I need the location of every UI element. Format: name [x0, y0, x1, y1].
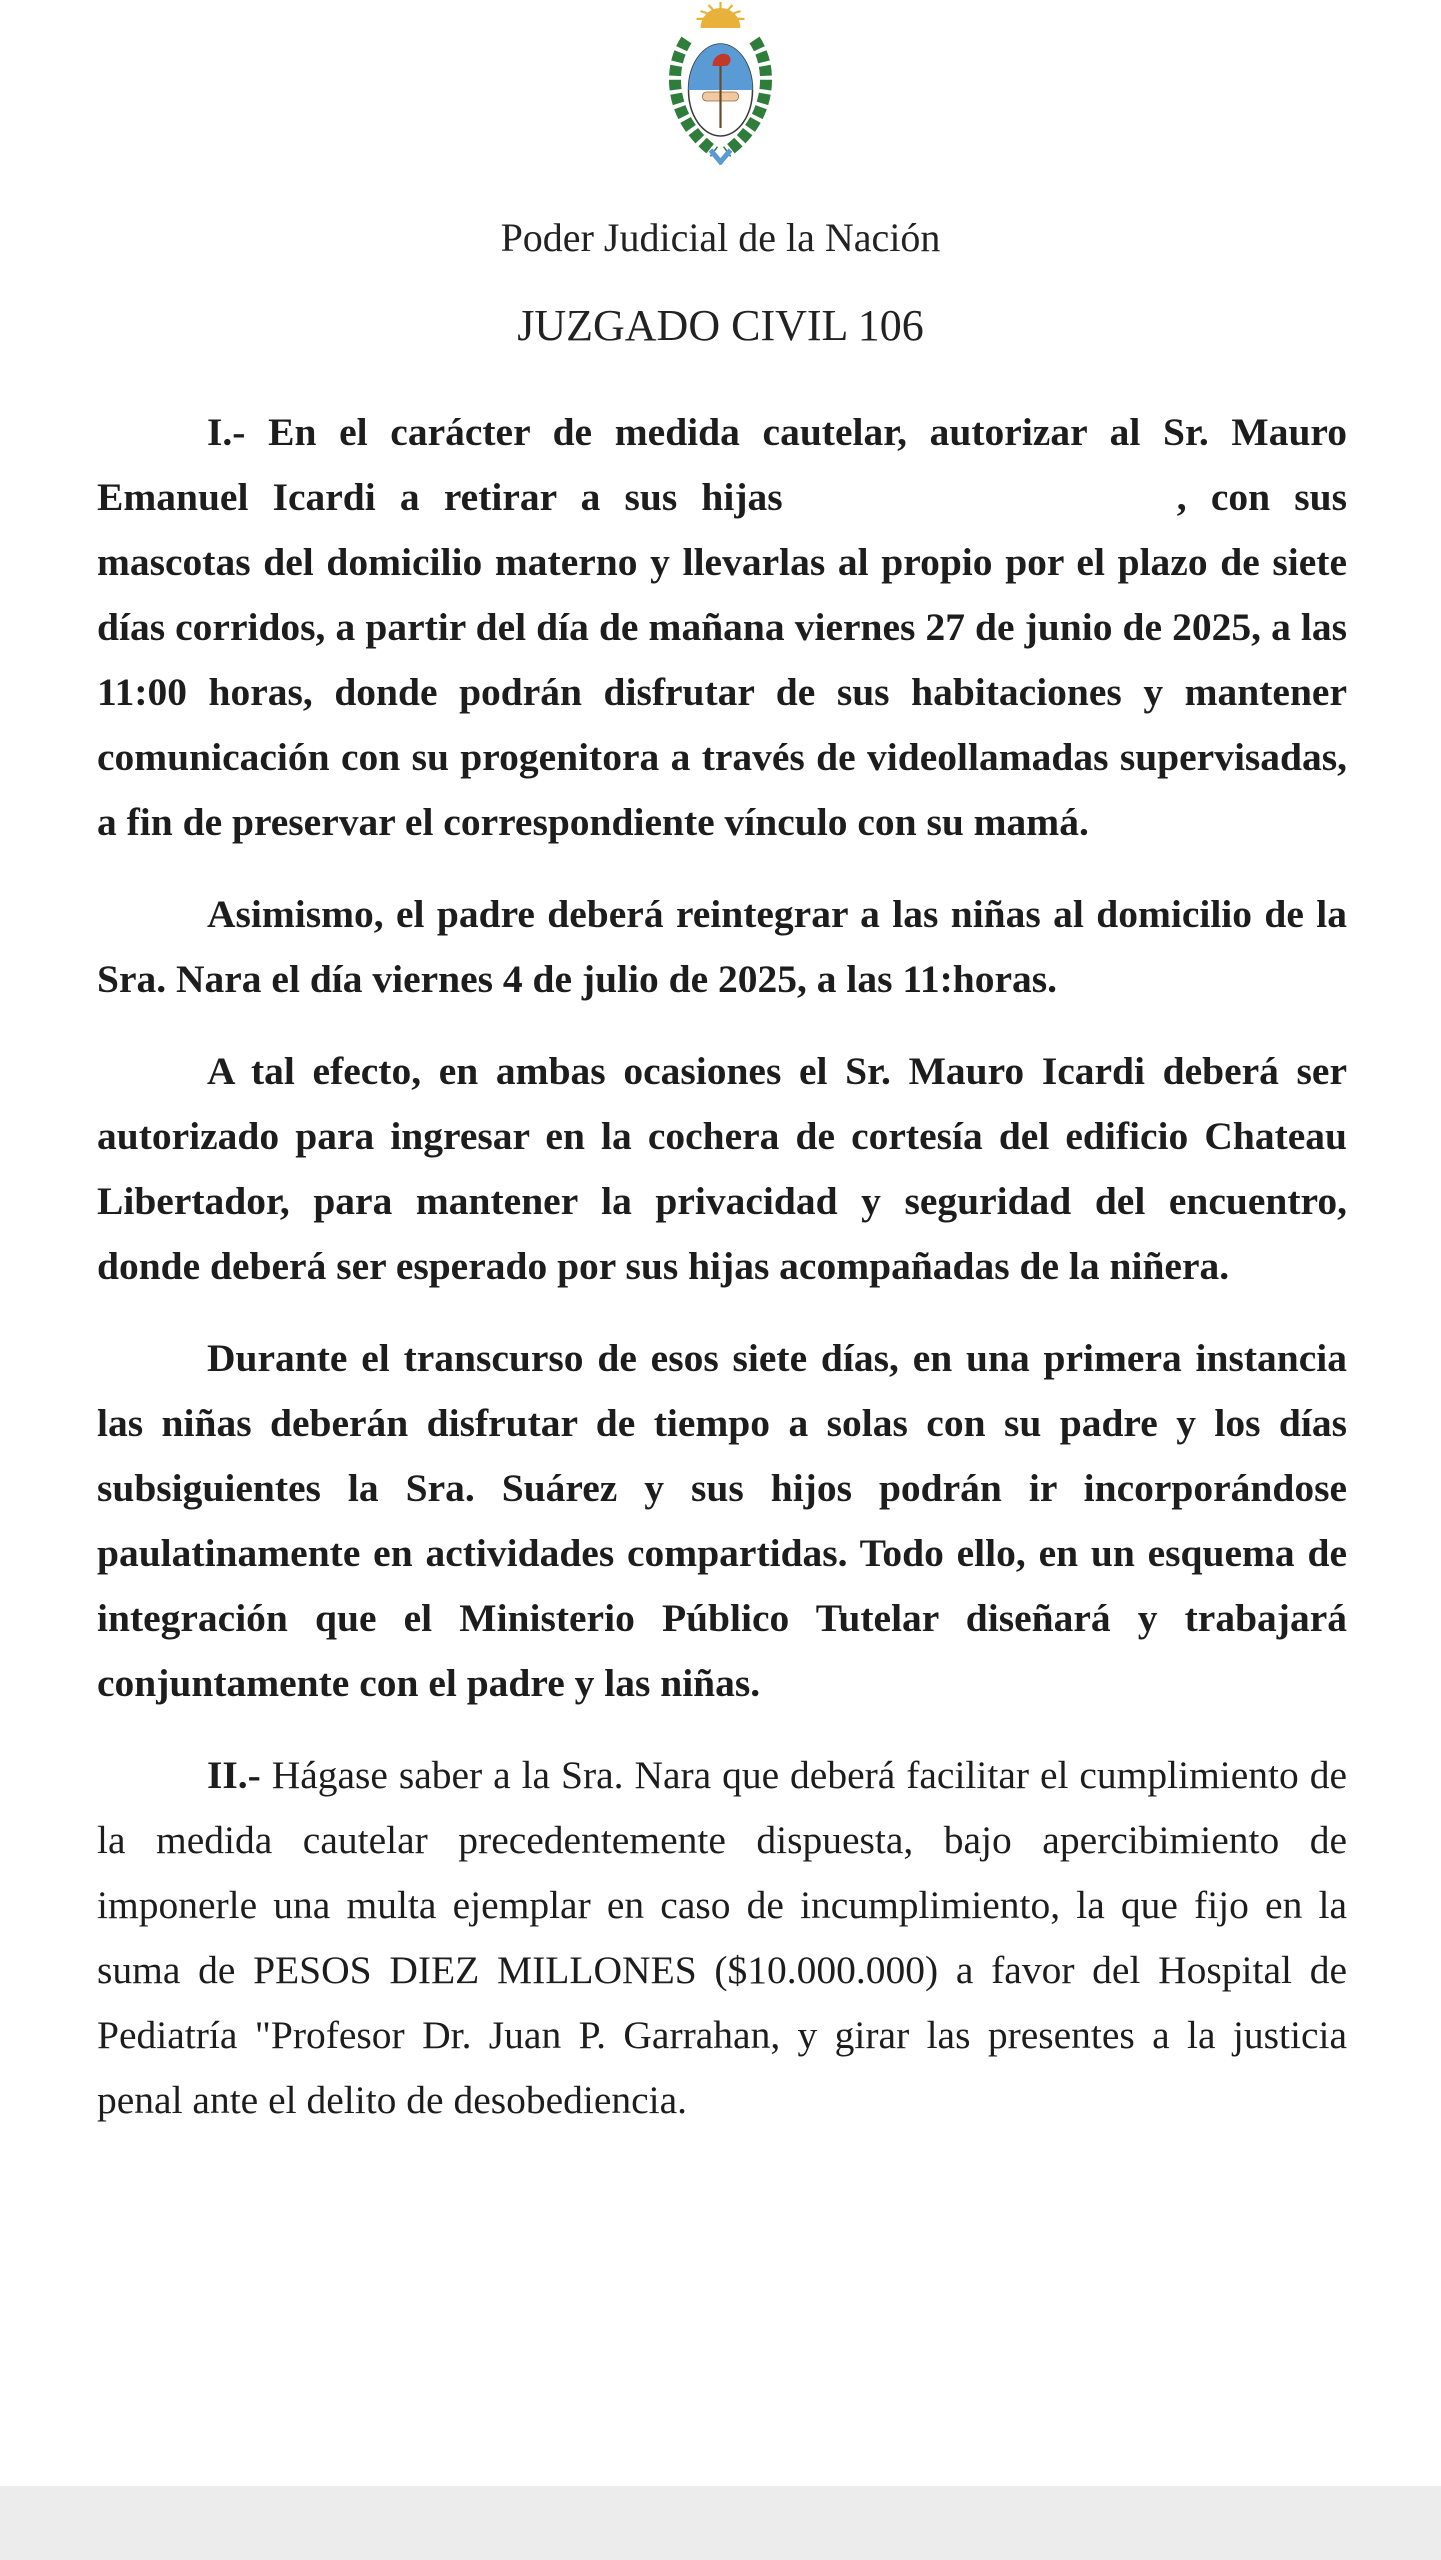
- court-unit: JUZGADO CIVIL 106: [517, 301, 924, 350]
- paragraph-3: A tal efecto, en ambas ocasiones el Sr. Mauro Icardi deberá ser autorizado para ingresar en la cochera de cortesía del edificio Chateau Libertador, para mantener la privacidad y seguridad del encuentro, donde deberá ser esperado por sus hijas acompañadas de la niñera.: [97, 1049, 1347, 1288]
- paragraph-5-text: Hágase saber a la Sra. Nara que deberá facilitar el cumplimiento de la medida cautelar precedentemente dispuesta, bajo apercibimiento de imponerle una multa ejemplar en caso de incumplimiento, la que fijo en la suma de PESOS DIEZ MILLONES ($10.000.000) a favor del Hospital de Pediatría "Profesor Dr. Juan P. Garrahan, y girar las presentes a la justicia penal ante el delito de desobediencia.: [97, 1753, 1347, 2122]
- argentina-coat-of-arms-icon: [660, 0, 781, 165]
- paragraph-5-label: II.-: [207, 1753, 261, 1797]
- redacted-names: [807, 483, 1177, 519]
- bottom-margin: [0, 2486, 1441, 2560]
- paragraph-2: Asimismo, el padre deberá reintegrar a las niñas al domicilio de la Sra. Nara el día viernes 4 de julio de 2025, a las 11:horas.: [97, 892, 1347, 1001]
- paragraph-4: Durante el transcurso de esos siete días, en una primera instancia las niñas deberán disfrutar de tiempo a solas con su padre y los días subsiguientes la Sra. Suárez y sus hijos podrán ir incorporándose paulatinamente en actividades compartidas. Todo ello, en un esquema de integración que el Ministerio Público Tutelar diseñará y trabajará conjuntamente con el padre y las niñas.: [97, 1336, 1347, 1705]
- court-name: Poder Judicial de la Nación: [500, 215, 941, 260]
- paragraph-1-text-after: , con sus mascotas del domicilio materno y llevarlas al propio por el plazo de siete días corridos, a partir del día de mañana viernes 27 de junio de 2025, a las 11:00 horas, donde podrán disfrutar de sus habitaciones y mantener comunicación con su progenitora a través de videollamadas supervisadas, a fin de preservar el correspondiente vínculo con su mamá.: [97, 475, 1347, 844]
- paragraph-5: [97, 1743, 1347, 2133]
- paragraph-1: [97, 400, 1347, 855]
- paragraph-1-text-before: En el carácter de medida cautelar, autorizar al Sr. Mauro Emanuel Icardi a retirar a sus hijas: [97, 410, 1347, 519]
- paragraph-1-label: I.-: [207, 410, 246, 454]
- resolution-body: [97, 400, 1347, 2160]
